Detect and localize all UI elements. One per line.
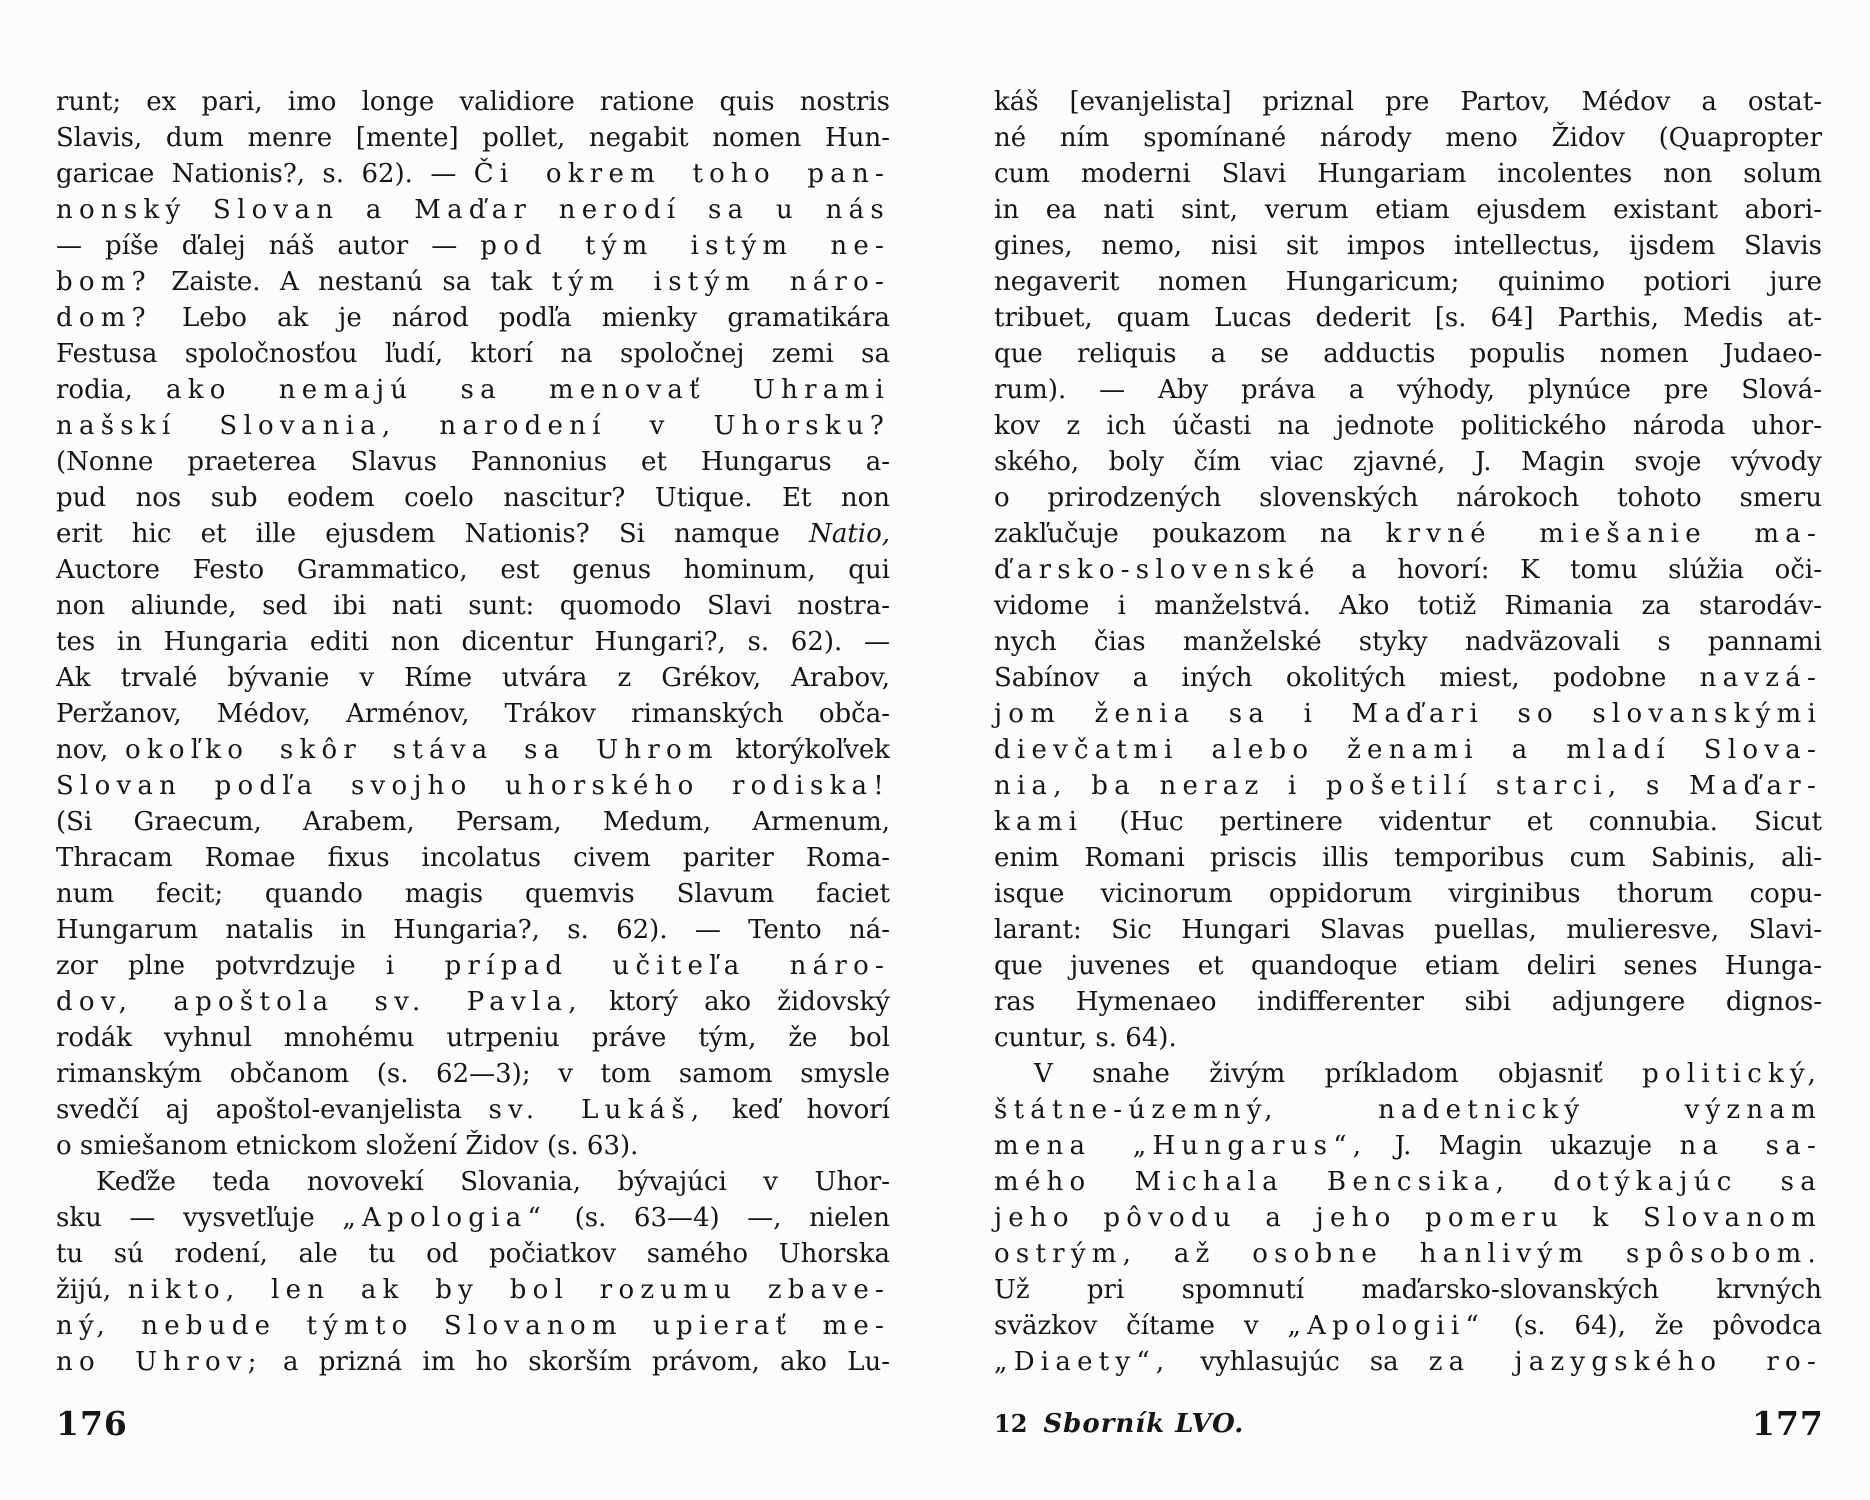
text-segment: non aliunde, sed ibi nati sunt: quomodo Slavi nostra- (56, 591, 890, 621)
text-line (56, 1308, 890, 1344)
text-line (994, 804, 1822, 840)
italic-text: Natio, (809, 519, 891, 549)
text-line (56, 408, 890, 444)
text-segment: enim Romani priscis illis temporibus cum Sabinis, ali- (994, 843, 1822, 873)
text-line (994, 1200, 1822, 1236)
emphasized-text: jom ženia sa i Maďari so slovanskými (994, 699, 1822, 729)
text-segment: Zaiste. A nestanú sa tak (171, 267, 533, 297)
text-segment: num fecit; quando magis quemvis Slavum faciet (56, 879, 890, 909)
text-segment: keď hovorí (732, 1095, 890, 1125)
emphasized-text: ostrým, až osobne hanlivým spôsobom. (994, 1239, 1822, 1269)
footer-volume-number: 12 (994, 1409, 1028, 1438)
text-line (994, 480, 1822, 516)
text-segment: ského, boly čím viac zjavné, J. Magin svoje vývody (994, 447, 1822, 477)
text-line (56, 912, 890, 948)
text-segment: ktorý ako židovský (608, 987, 890, 1017)
emphasized-text: nikto, len ak by bol rozumu zbave- (127, 1275, 890, 1305)
text-line (994, 624, 1822, 660)
text-segment: o smiešanom etnickom složení Židov (s. 63). (56, 1131, 639, 1161)
text-segment: erit hic et ille ejusdem Nationis? Si namque (56, 519, 780, 549)
text-line (56, 948, 890, 984)
text-segment: rum). — Aby práva a výhody, plynúce pre Slová- (994, 375, 1822, 405)
emphasized-text: „Diaety“, (994, 1347, 1171, 1377)
text-line (56, 1020, 890, 1056)
text-line (56, 372, 890, 408)
text-segment: Auctore Festo Grammatico, est genus hominum, qui (56, 555, 890, 585)
text-segment: rimanským občanom (s. 62—3); v tom samom smysle (56, 1059, 890, 1089)
text-line (994, 516, 1822, 552)
text-line (994, 1092, 1822, 1128)
text-segment: (Nonne praeterea Slavus Pannonius et Hungarus a- (56, 447, 890, 477)
text-line (994, 1272, 1822, 1308)
text-line (56, 1200, 890, 1236)
text-line (994, 912, 1822, 948)
text-segment: J. Magin ukazuje (1394, 1131, 1652, 1161)
text-line (994, 732, 1822, 768)
text-segment: tu sú rodení, ale tu od počiatkov samého Uhorska (56, 1239, 890, 1269)
text-segment: in ea nati sint, verum etiam ejusdem existant abori- (994, 195, 1822, 225)
text-segment: sväzkov čítame v (994, 1311, 1259, 1341)
emphasized-text: krvné miešanie ma- (1385, 519, 1822, 549)
text-line (994, 1128, 1822, 1164)
text-segment: (s. 63—4) —, nielen (574, 1203, 890, 1233)
emphasized-text: jeho pôvodu a jeho pomeru k Slovanom (994, 1203, 1822, 1233)
text-line (56, 264, 890, 300)
emphasized-text: nia, ba neraz i pošetilí starci, s Maďar- (994, 771, 1822, 801)
text-line (56, 804, 890, 840)
emphasized-text: dievčatmi alebo ženami a mladí Slova- (994, 735, 1822, 765)
text-segment: (s. 64), že pôvodca (1513, 1311, 1823, 1341)
text-line (56, 876, 890, 912)
text-line (994, 408, 1822, 444)
text-segment: cum moderni Slavi Hungariam incolentes non solum (994, 159, 1822, 189)
text-line (994, 300, 1822, 336)
text-line (994, 1164, 1822, 1200)
text-line (56, 84, 890, 120)
text-line (994, 552, 1822, 588)
emphasized-text: „Apologia“ (342, 1203, 547, 1233)
text-segment: isque vicinorum oppidorum virginibus thorum copu- (994, 879, 1822, 909)
text-line (994, 768, 1822, 804)
emphasized-text: nonský Slovan a Maďar nerodí sa u nás (56, 195, 890, 225)
text-line (56, 696, 890, 732)
text-line (994, 1308, 1822, 1344)
text-line (994, 156, 1822, 192)
text-segment: gines, nemo, nisi sit impos intellectus, ijsdem Slavis (994, 231, 1822, 261)
emphasized-text: ako nemajú sa menovať Uhrami (165, 375, 890, 405)
text-line (56, 1128, 890, 1164)
text-segment: Ak trvalé bývanie v Ríme utvára z Grékov, Arabov, (56, 663, 890, 693)
text-line (994, 948, 1822, 984)
text-segment: larant: Sic Hungari Slavas puellas, mulieresve, Slavi- (994, 915, 1822, 945)
text-segment: káš [evanjelista] priznal pre Partov, Médov a ostat- (994, 87, 1822, 117)
text-line (994, 264, 1822, 300)
text-line (56, 1344, 890, 1380)
text-segment: sku — vysvetľuje (56, 1203, 315, 1233)
text-segment: né ním spomínané národy meno Židov (Quapropter (994, 123, 1822, 153)
text-segment: Hungarum natalis in Hungaria?, s. 62). — Tento ná- (56, 915, 890, 945)
text-line (994, 1056, 1822, 1092)
text-line (994, 336, 1822, 372)
text-line (56, 552, 890, 588)
text-segment: que juvenes et quandoque etiam deliri senes Hunga- (994, 951, 1822, 981)
text-line (994, 984, 1822, 1020)
text-segment: zor plne potvrdzuje (56, 951, 356, 981)
text-segment: garicae Nationis?, s. 62). — (56, 159, 457, 189)
running-footer (994, 1409, 1244, 1439)
text-segment: (Huc pertinere videntur et connubia. Sicut (1119, 807, 1822, 837)
text-line (56, 1272, 890, 1308)
text-line (56, 156, 890, 192)
text-segment: (Si Graecum, Arabem, Persam, Medum, Armenum, (56, 807, 890, 837)
emphasized-text: na sa- (1679, 1131, 1823, 1161)
text-segment: ktorýkoľvek (735, 735, 891, 765)
emphasized-text: ný, nebude týmto Slovanom upierať me- (56, 1311, 890, 1341)
text-segment: — píše ďalej náš autor — (56, 231, 458, 261)
text-segment: que reliquis a se adductis populis nomen Judaeo- (994, 339, 1822, 369)
emphasized-text: tým istým náro- (551, 267, 891, 297)
text-line (56, 192, 890, 228)
emphasized-text: Slovan podľa svojho uhorského rodiska! (56, 771, 890, 801)
text-segment: zakľučuje poukazom na (994, 519, 1353, 549)
text-segment: rodák vyhnul mnohému utrpeniu práve tým, že bol (56, 1023, 890, 1053)
emphasized-text: pod tým istým ne- (480, 231, 891, 261)
text-segment: negaverit nomen Hungaricum; quinimo potiori jure (994, 267, 1822, 297)
text-line (994, 660, 1822, 696)
right-page-text-column (994, 84, 1822, 1380)
emphasized-text: dov, apoštola sv. Pavla, (56, 987, 583, 1017)
text-segment: Festusa spoločnosťou ľudí, ktorí na spoločnej zemi sa (56, 339, 890, 369)
text-segment: o prirodzených slovenských nárokoch tohoto smeru (994, 483, 1822, 513)
text-line (994, 120, 1822, 156)
text-segment: Slavis, dum menre [mente] pollet, negabit nomen Hun- (56, 123, 890, 153)
text-line (56, 516, 890, 552)
emphasized-text: ďarsko-slovenské (994, 555, 1321, 585)
text-line (994, 372, 1822, 408)
text-segment: runt; ex pari, imo longe validiore ratione quis nostris (56, 87, 890, 117)
text-line (56, 588, 890, 624)
emphasized-text: politický, (1642, 1059, 1822, 1089)
text-segment: rodia, (56, 375, 133, 405)
text-segment: cuntur, s. 64). (994, 1023, 1177, 1053)
text-line (56, 732, 890, 768)
text-line (56, 1164, 890, 1200)
emphasized-text: no Uhrov; (56, 1347, 263, 1377)
text-segment: Už pri spomnutí maďarsko-slovanských krvných (994, 1275, 1822, 1305)
emphasized-text: za jazygského ro- (1428, 1347, 1822, 1377)
text-line (994, 84, 1822, 120)
text-line (56, 768, 890, 804)
text-segment: Thracam Romae fixus incolatus civem pariter Roma- (56, 843, 890, 873)
text-segment: vidome i manželstvá. Ako totiž Rimania za starodáv- (994, 591, 1822, 621)
text-segment: a prizná im ho skorším právom, ako Lu- (283, 1347, 890, 1377)
emphasized-text: štátne-územný, nadetnický význam (994, 1095, 1822, 1125)
text-segment: a hovorí: K tomu slúžia oči- (1351, 555, 1822, 585)
text-line (56, 984, 890, 1020)
text-line (994, 228, 1822, 264)
text-line (56, 480, 890, 516)
emphasized-text: dom? (56, 303, 152, 333)
text-segment: tes in Hungaria editi non dicentur Hungari?, s. 62). — (56, 627, 890, 657)
emphasized-text: mena „Hungarus“, (994, 1131, 1368, 1161)
text-line (994, 1020, 1822, 1056)
footer-volume-title: Sborník LVO. (1043, 1409, 1245, 1439)
emphasized-text: kami (994, 807, 1084, 837)
emphasized-text: sv. Lukáš, (488, 1095, 706, 1125)
text-line (994, 444, 1822, 480)
text-segment: vyhlasujúc sa (1200, 1347, 1399, 1377)
page-number-left: 176 (56, 1404, 128, 1443)
emphasized-text: i prípad učiteľa náro- (385, 951, 890, 981)
text-line (56, 840, 890, 876)
text-line (56, 660, 890, 696)
text-line (994, 840, 1822, 876)
text-line (994, 876, 1822, 912)
text-line (994, 588, 1822, 624)
emphasized-text: mého Michala Bencsika, dotýkajúc sa (994, 1167, 1822, 1197)
text-segment: tribuet, quam Lucas dederit [s. 64] Parthis, Medis at- (994, 303, 1822, 333)
text-line (994, 696, 1822, 732)
emphasized-text: Či okrem toho pan- (473, 159, 890, 189)
text-segment: Peržanov, Médov, Arménov, Trákov rimanských obča- (56, 699, 890, 729)
text-segment: ras Hymenaeo indifferenter sibi adjungere dignos- (994, 987, 1822, 1017)
text-segment: V snahe živým príkladom objasniť (1034, 1059, 1603, 1089)
text-line (56, 336, 890, 372)
text-line (994, 192, 1822, 228)
text-line (56, 1092, 890, 1128)
text-line (56, 120, 890, 156)
left-page-text-column (56, 84, 890, 1380)
emphasized-text: našskí Slovania, narodení v Uhorsku? (56, 411, 890, 441)
text-line (56, 624, 890, 660)
text-line (56, 1056, 890, 1092)
text-segment: Keďže teda novovekí Slovania, bývajúci v Uhor- (96, 1167, 890, 1197)
text-segment: Sabínov a iných okolitých miest, podobne (994, 663, 1667, 693)
text-segment: kov z ich účasti na jednote politického národa uhor- (994, 411, 1822, 441)
emphasized-text: navzá- (1699, 663, 1823, 693)
text-line (994, 1344, 1822, 1380)
text-segment: Lebo ak je národ podľa mienky gramatikára (181, 303, 890, 333)
page-number-right: 177 (1752, 1404, 1824, 1443)
text-segment: nych čias manželské styky nadväzovali s pannami (994, 627, 1822, 657)
text-segment: nov, (56, 735, 109, 765)
text-line (56, 228, 890, 264)
emphasized-text: bom? (56, 267, 152, 297)
text-segment: žijú, (56, 1275, 112, 1305)
text-line (56, 444, 890, 480)
text-line (56, 1236, 890, 1272)
text-line (994, 1236, 1822, 1272)
emphasized-text: okoľko skôr stáva sa Uhrom (124, 735, 719, 765)
text-segment: pud nos sub eodem coelo nascitur? Utique. Et non (56, 483, 890, 513)
emphasized-text: „Apologii“ (1287, 1311, 1485, 1341)
text-segment: svedčí aj apoštol-evanjelista (56, 1095, 462, 1125)
text-line (56, 300, 890, 336)
